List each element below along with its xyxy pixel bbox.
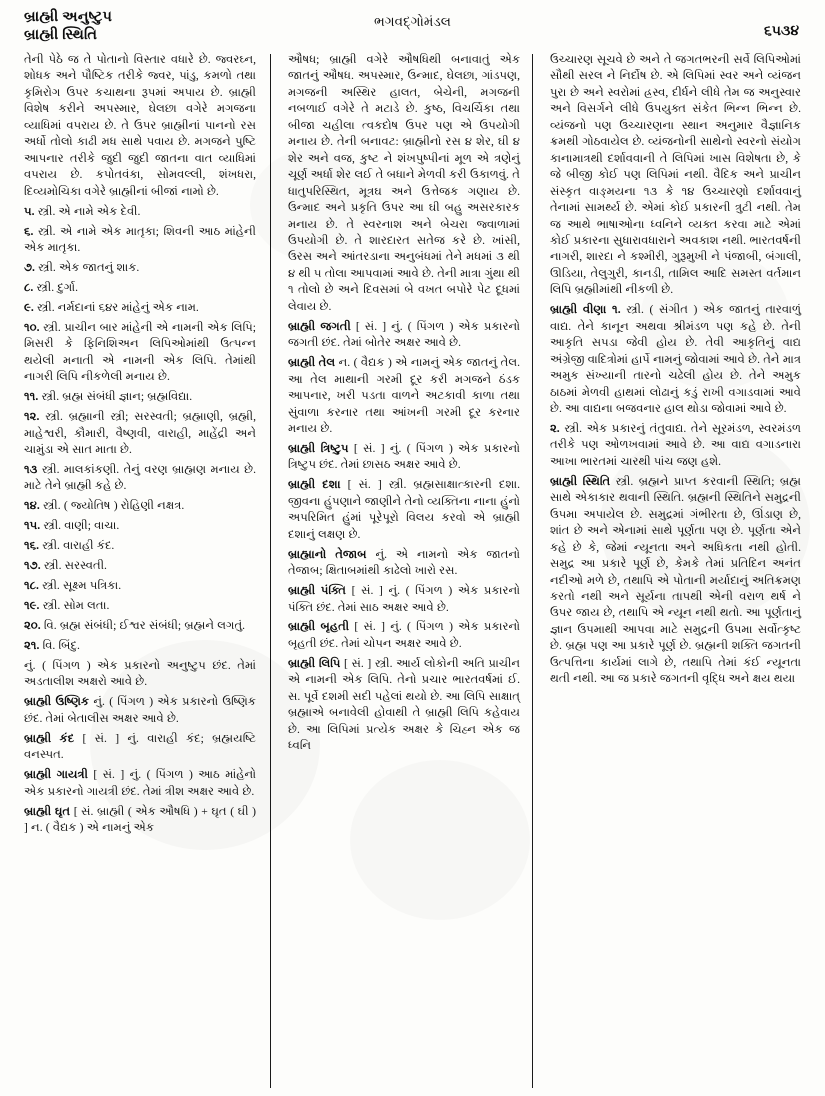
continuation-paragraph: તેની પેઠે જ તે પોતાનો વિસ્તાર વધારે છે. જ્વરઘ્ન, શોધક અને પૌષ્ટિક તરીકે જ્વર, પાંડુ, કમળો તથા કૃમિરોગ ઉપર કચાથના રૂપમાં અપાય છે. બ્રાહ્મી વિશેષ કરીને અપસ્માર, ઘેલછા વગેરે મગજના વ્યાધિમાં વપરાય છે. તે ઉપર બ્રાહ્મીનાં પાનનો રસ અર્ધો તોલો કાઢી મધ સાથે પવાય છે. મગજને પુષ્ટિ આપનાર તરીકે જુદી જુદી જાતના વાત વ્યાધિમાં વપરાય છે. કપોતવંકા, સોમવલ્લી, શંખધરા, દિવ્યમોચિકા વગેરે બ્રાહ્મીનાં બીજાં નામો છે.	[24, 53, 256, 198]
sense-text: સ્ત્રી. સરસ્વતી.	[43, 559, 107, 573]
sense-number: ૨૦.	[24, 619, 41, 633]
entry-definition: [ સં. ] નું. ( પિંગળ ) એક પ્રકારનો બૃહતી છંદ. તેમાં ચોપન અક્ષર આવે છે.	[288, 620, 520, 650]
sense-text: વિ. બિંદુ.	[42, 639, 80, 652]
sense-number: ૧૩	[24, 462, 38, 476]
sense-text: સ્ત્રી. એક જાતનું શાક.	[38, 260, 140, 274]
sense-number: ૫.	[24, 204, 35, 218]
continuation-paragraph: ઉચ્ચારણ સૂચવે છે અને તે જગતભરની સર્વે લિપિઓમાં સૌથી સરલ ને નિર્દોષ છે. એ લિપિમાં સ્વર અને વ્યંજન પુરા છે અને સ્વરોમાં હ્રસ્વ, દીર્ધને લીધે તેમ જ અનુસ્વાર અને વિસર્ગને લીધે ઉપયુક્ત સંકેત ભિન્ન ભિન્ન છે. વ્યંજનો પણ ઉચ્ચારણના સ્થાન અનુમાર વૈજ્ઞાનિક ક્રમથી ગોઠવાયેલ છે. વ્યંજનોની સાથેનો સ્વરનો સંયોગ કાનામાત્રથી દર્શાવવાની તે લિપિમાં ખાસ વિશેષતા છે, કે જે બીજી કોઈ પણ લિપિમાં નથી. વૈદિક અને પ્રાચીન સંસ્કૃત વાઙ્મયના ૧૩ કે ૧૪ ઉચ્ચારણો દર્શાવવાનું તેનામાં સામર્થ્ય છે. એમાં કોઈ પ્રકારની ત્રુટી નથી. તેમ જ આથે ભાષાઓના ધ્વનિને વ્યક્ત કરવા માટે એમાં કોઈ પ્રકારના સુધારાવધારાને અવકાશ નથી. ભારતવર્ષની નાગરી, શારદા ને કશ્મીરી, ગુરૂમુખી ને પંજાબી, બંગાલી, ઊડિયા, તેલુગુરી, કાનડી, તામિલ આદિ સમસ્ત વર્તમાન લિપિ બ્રહ્મીમાંથી નીકળી છે.	[550, 53, 801, 297]
sense-entry	[24, 320, 256, 386]
headword: બ્રાહ્મી ગાયત્રી	[24, 768, 88, 782]
headword: બ્રાહ્મી વીણા	[550, 303, 607, 317]
sense-number: ૧૦.	[24, 320, 40, 334]
sense-entry	[24, 204, 256, 220]
running-head-first-entry: બ્રાહ્મી અનુષ્ટુપ	[24, 9, 113, 25]
sense-number: ૭.	[24, 260, 35, 274]
entry-definition: સ્ત્રી. ( સંગીત ) એક જાતનું તારવાળું વાદ્ય. તેને કાનૂન અથવા શ્રીમંડળ પણ કહે છે. તેની આકૃતિ સપડા જેવી હોય છે. તેવી આકૃતિનું વાદ્ય અંગ્રેજી વાદિત્રોમાં હાર્પે નામનું જોવામાં આવે છે. તેને માત્ર અમુક સંખ્યાની તારનો ચઢેલી હોય છે. તેને અમુક ઠાઠમાં મેળવી હાથમાં લોઢાનું કડું રાખી વગાડવામાં આવે છે. આ વાદ્યના બજવનાર હાલ થોડા જોવામાં આવે છે.	[550, 303, 801, 416]
sense-entry	[24, 558, 256, 574]
sense-entry	[24, 300, 256, 316]
text-column-3	[532, 52, 825, 1092]
sense-text: સ્ત્રી. બ્રહ્માની સ્ત્રી; સરસ્વતી; બ્રહ્માણી, બ્રહ્મી, માહેશ્વરી, કૌમારી, વૈષ્ણવી, વારાહી, માહેંદ્રી અને ચામુંડા એ સાત માતા છે.	[24, 410, 256, 456]
page-header	[0, 0, 825, 50]
sense-entry	[24, 658, 256, 691]
entry-definition: સ્ત્રી. બ્રહ્મને પ્રાપ્ત કરવાની સ્થિતિ; બ્રહ્મ સાથે એકાકાર થવાની સ્થિતિ. બ્રહ્મની સ્થિતિને સમુદ્રની ઉપમા અપાયેલ છે. સમુદ્રમાં ગંભીરતા છે, ઊંડાણ છે, શાંત છે અને એનામાં સાથે પૂર્ણતા પણ છે. પૂર્ણતા એને કહે છે કે, જેમાં ન્યૂનતા અને અધિકતા નથી હોતી. સમુદ્ર આ પ્રકારે પૂર્ણ છે, કેમકે તેમાં પ્રતિદિન અનંત નદીઓ મળે છે, તથાપિ એ પોતાની મર્યાદાનું અતિક્રમણ કરતો નથી અને સૂર્યના તાપથી એની વરાળ થર્ષ ને ઉપર જાય છે, તથાપિ એ ન્યૂન નથી થતો. આ પૂર્ણતાનું જ્ઞાન ઉપમાથી આપવા માટે સમુદ્રની ઉપમા સર્વોત્કૃષ્ટ છે. બ્રહ્મ પણ આ પ્રકારે પૂર્ણ છે. બ્રહ્મની શક્તિ જગતની ઉત્પત્તિના કાર્યમાં લાગે છે, તથાપિ તેમાં કંઈ ન્યૂનતા થતી નથી. આ જ પ્રકારે જગતની વૃદ્ધિ અને ક્ષય થયા	[550, 474, 802, 686]
headword: બ્રાહ્મી દશા	[288, 478, 341, 492]
entry-definition: [ સં. ] નું. ( પિંગળ ) એક પ્રકારનો પંક્તિ છંદ. તેમાં સાઠ અક્ષર આવે છે.	[288, 584, 520, 614]
dictionary-entry	[550, 302, 801, 417]
dictionary-entry	[24, 731, 256, 764]
sense-entry	[550, 421, 801, 470]
running-head-last-entry: બ્રાહ્મી સ્થિતિ	[24, 27, 98, 43]
sense-number: ૧૪.	[24, 499, 40, 513]
sense-entry	[24, 538, 256, 554]
sense-text: સ્ત્રી. સૂક્ષ્મ પત્રિકા.	[42, 579, 122, 593]
dictionary-entry	[288, 619, 520, 652]
headword: બ્રાહ્મી પંક્તિ	[288, 584, 346, 598]
entry-definition: [ સં. ] સ્ત્રી. બ્રહ્મસાક્ષાત્કારની દશા. જીવના હુંપણાને જાણીને તેનો વ્યક્તિના નાના હુંનો અપરિમિત હુંમાં પૂરેપૂરો વિલય કરવો એ બ્રાહ્મી દશાનું લક્ષણ છે.	[288, 478, 520, 541]
sense-text: સ્ત્રી. વારાહી કંદ.	[42, 539, 115, 553]
headword: બ્રાહ્મી તેલ	[288, 356, 336, 370]
sense-entry	[24, 498, 256, 514]
text-column-2	[270, 52, 532, 1092]
dictionary-entry	[288, 319, 520, 352]
sense-text: સ્ત્રી. વાણી; વાચા.	[43, 519, 120, 533]
sense-entry	[24, 409, 256, 458]
page-number: ૬૫૩૪	[763, 24, 799, 39]
sense-number: ૨.	[550, 421, 560, 435]
headword: બ્રાહ્મી બૃહતી	[288, 620, 350, 634]
sense-entry	[24, 462, 256, 495]
dictionary-entry	[288, 547, 520, 580]
headword: બ્રાહ્મી જગતી	[288, 319, 351, 333]
sense-number: ૧૮.	[24, 579, 39, 593]
sense-number: ૧૬.	[24, 539, 40, 553]
sense-text: સ્ત્રી. એ નામે એક માતૃકા; શિવની આઠ માંહેની એક માતૃકા.	[24, 224, 256, 254]
sense-number: ૧૯.	[24, 599, 40, 613]
dictionary-entry	[550, 474, 801, 688]
dictionary-entry	[288, 477, 520, 543]
dictionary-entry	[288, 583, 520, 616]
sense-text: સ્ત્રી. સોમ લતા.	[42, 599, 110, 613]
text-column-1	[0, 52, 270, 1092]
entry-definition: નું. એ નામનો એક જાતનો તેજાબ; ક્ષિતાબમાંથી કાઢેલો ખારો રસ.	[288, 547, 520, 578]
entry-definition: [ સં. ] સ્ત્રી. આર્ય લોકોની અતિ પ્રાચીન એ નામની એક લિપિ. તેનો પ્રચાર ભારતવર્ષમાં ઈ. સ. પૂર્વે દશમી સદી પહેલાં થયો છે. આ લિપિ સાક્ષાત્ બ્રહ્માએ બનાવેલી હોવાથી તે બ્રાહ્મી લિપિ કહેવાય છે. આ લિપિમાં પ્રત્યેક અક્ષર કે ચિહ્ન એક જ ધ્વનિ	[288, 656, 521, 753]
sense-text: વિ. બ્રહ્મ સંબંધી; ઈશ્વર સંબંધી; બ્રહ્મને લગતું.	[43, 619, 246, 633]
sense-number: ૯.	[24, 300, 34, 314]
headword: બ્રાહ્મી સ્થિતિ	[550, 474, 611, 488]
dictionary-entry	[288, 355, 520, 437]
sense-number: ૧૫.	[24, 519, 41, 533]
sense-entry	[24, 518, 256, 534]
headword: બ્રાહ્મી કંદ	[24, 731, 75, 745]
entry-definition: નું. ( પિંગળ ) એક પ્રકારનો ઉષ્ણિક છંદ. તેમાં બેતાલીસ અક્ષર આવે છે.	[24, 695, 256, 725]
headword: બ્રાહ્મી ઘૃત	[24, 804, 71, 818]
continuation-paragraph: ઔષધ; બ્રાહ્મી વગેરે ઔષધિથી બનાવાતું એક જાતનું ઔષધ. અપસ્માર, ઉન્માદ, ઘેલછા, ગાંડપણ, મગજની અસ્થિર હાલત, બેચેની, મગજની નબળાઈ વગેરે તે મટાડે છે. કુષ્ઠ, વિચર્ચિકા તથા બીજા ચહીલા ત્વકદોષ ઉપર પણ એ ઉપયોગી મનાય છે. તેની બનાવટ: બ્રાહ્મીનો રસ ૪ શેર, ઘી ૪ શેર અને વજ, કુષ્ટ ને શંખપુષ્પીનાં મૂળ એ ત્રણેનું ચૂર્ણ અર્ધા શેર લઈ તે બધાને મેળવી કરી ઉકાળવું. તે ધાતુપરિસ્થિત, મૂત્રઘ અને ઉત્તેજક ગણાય છે. ઉન્માદ અને પ્રકૃતિ ઉપર આ ઘી બહુ અસરકારક મનાય છે. તે સ્વરનાશ અને બેચરા જ્વાળામાં ઉપયોગી છે. તે શારદારત સતેજ કરે છે. ખાંસી, ઉરસ અને આંતરડાના અનુબંધમાં તેને મધમાં ૩ થી ૪ થી ૫ તોલા આપવામાં આવે છે. તેની માત્રા ગુંથા થી ૧ તોલો છે અને દિવસમાં બે વખત બપોરે પેટ દૂધમાં લેવાય છે.	[288, 53, 520, 313]
entry-definition: [ સં. બ્રાહ્મી ( એક ઔષધિ ) + ઘૃત ( ઘી ) ] ન. ( વૈદ્યક ) એ નામનું એક	[24, 804, 256, 835]
book-title: ભગવદ્ગોમંડલ	[374, 14, 451, 29]
headword: બ્રાહ્મી ઉષ્ણિક	[24, 695, 90, 709]
sense-text: સ્ત્રી. માલકાંકણી. તેનું વરણ બ્રાહ્મણ મનાય છે. માટે તેને બ્રાહ્મી કહે છે.	[24, 462, 256, 493]
headword: બ્રાહ્મી લિપિ	[288, 656, 341, 670]
sense-number: ૨૧.	[24, 639, 40, 652]
dictionary-entry	[24, 694, 256, 727]
sense-number: ૮.	[24, 280, 34, 294]
sense-number: ૬.	[24, 224, 34, 238]
entry-definition: [ સં. ] નું. વારાહી કંદ; બ્રહ્મયષ્ટિ વનસ્પત.	[24, 731, 257, 762]
sense-text: સ્ત્રી. એક પ્રકારનું તંતુવાદ્ય. તેને સૂરમંડળ, સ્વરમંડળ તરીકે પણ ઓળખવામાં આવે છે. આ વાદ્ય વગાડનારા આખા ભારતમાં ચારથી પાંચ જણ હશે.	[550, 421, 802, 468]
sense-entry	[24, 638, 256, 654]
sense-text: સ્ત્રી. નર્મદાનાં ૬૪ર માંહેનું એક નામ.	[36, 300, 199, 314]
column-container	[0, 52, 825, 1092]
entry-definition: [ સં. ] નું. ( પિંગળ ) એક પ્રકારનો જગતી છંદ. તેમાં બોતેર અક્ષર આવે છે.	[288, 319, 520, 350]
sense-number: ૧૨.	[24, 410, 40, 424]
sense-text: સ્ત્રી. બ્રહ્મ સંબંધી જ્ઞાન; બ્રહ્મવિદ્યા.	[41, 390, 193, 404]
sense-entry	[24, 598, 256, 614]
sense-text: સ્ત્રી. દુર્ગા.	[36, 280, 79, 294]
entry-definition: [ સં. ] નું. ( પિંગળ ) આઠ માંહેનો એક પ્રકારનો ગાયત્રી છંદ. તેમાં ત્રીશ અક્ષર આવે છે.	[24, 768, 257, 798]
sense-number: ૧૭.	[24, 559, 41, 573]
sense-entry	[24, 260, 256, 276]
sense-number: ૧૧.	[24, 390, 39, 404]
headword: બ્રાહ્માનો તેજાબ	[288, 547, 367, 561]
sense-entry	[24, 578, 256, 594]
dictionary-entry	[288, 441, 520, 474]
sense-text: સ્ત્રી. ( જ્યોતિષ ) રોહિણી નક્ષત્ર.	[42, 499, 185, 513]
sense-entry	[24, 618, 256, 634]
sense-text: સ્ત્રી. પ્રાચીન બાર માંહેની એ નામની એક લિપિ; મિસરી કે ફિનિશિઅન લિપિઓમાંથી ઉત્પન્ન થયેલી મનાતી એ નામની એક લિપિ. તેમાંથી નાગરી લિપિ નીકળેલી મનાય છે.	[24, 320, 257, 384]
sense-entry	[24, 224, 256, 257]
entry-definition: [ સં. ] નું. ( પિંગળ ) એક પ્રકારનો ત્રિષ્ટુપ છંદ. તેમાં છાસઠ અક્ષર આવે છે.	[288, 441, 520, 472]
sense-entry	[24, 389, 256, 405]
sense-text: નું. ( પિંગળ ) એક પ્રકારનો અનુષ્ટુપ છંદ. તેમાં અડતાલીશ અક્ષરો આવે છે.	[24, 658, 256, 689]
sense-number: ૧.	[612, 303, 621, 317]
dictionary-entry	[24, 804, 256, 837]
dictionary-entry	[288, 656, 520, 755]
entry-definition: ન. ( વૈદ્યક ) એ નામનું એક જાતનું તેલ. આ તેલ માથાની ગરમી દૂર કરી મગજને ઠંડક આપનાર, ખરી પડતા વાળને અટકાવી કાળા તથા સુંવાળા કરનાર તથા આંખની ગરમી દૂર કરનાર મનાય છે.	[288, 356, 520, 435]
dictionary-entry	[24, 767, 256, 800]
headword: બ્રાહ્મી ત્રિષ્ટુપ	[288, 441, 349, 455]
sense-text: સ્ત્રી. એ નામે એક દેવી.	[37, 204, 141, 218]
sense-entry	[24, 280, 256, 296]
